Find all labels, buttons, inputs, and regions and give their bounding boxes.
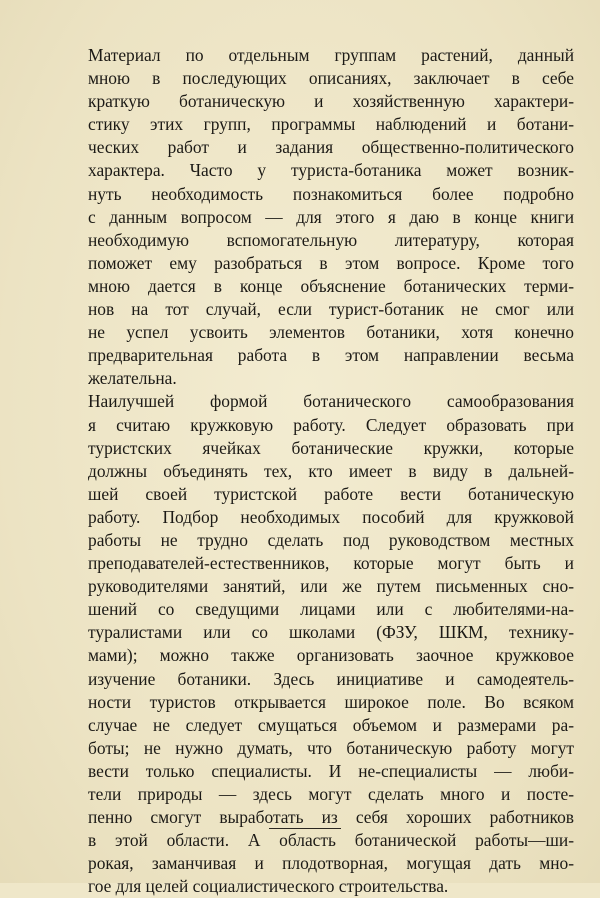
text-line: рокая, заманчивая и плодотворная, могущая дать мно- — [88, 853, 574, 874]
text-line: изучение ботаники. Здесь инициативе и самодеятель- — [88, 668, 574, 689]
text-line: гое для целей социалистического строительства. — [88, 876, 449, 897]
text-line: я считаю кружковую работу. Следует образовать при — [88, 414, 574, 435]
text-line: в этой области. А область ботанической работы—ши- — [88, 830, 574, 851]
body-text — [88, 44, 574, 898]
text-line: мною дается в конце объяснение ботанических терми- — [88, 275, 574, 296]
text-line: преподавателей-естественников, которые могут быть и — [88, 553, 574, 574]
text-line: шений со сведущими лицами или с любителями-на- — [88, 599, 574, 620]
text-line: пенно смогут выработать из себя хороших работников — [88, 807, 574, 828]
text-line: вести только специалисты. И не-специалисты — люби- — [88, 760, 574, 781]
text-line: тели природы — здесь могут сделать много и посте- — [88, 784, 574, 804]
text-line: должны объединять тех, кто имеет в виду в дальней- — [88, 460, 574, 481]
text-line: нуть необходимость познакомиться более подробно — [88, 183, 574, 204]
text-line: с данным вопросом — для этого я даю в конце книги — [88, 206, 574, 227]
text-line: мною в последующих описаниях, заключает в себе — [88, 68, 574, 89]
text-line: необходимую вспомогательную литературу, которая — [88, 229, 574, 250]
text-line: краткую ботаническую и хозяйственную характери- — [88, 91, 574, 112]
text-line: шей своей туристской работе вести ботаническую — [88, 483, 574, 504]
text-line: характера. Часто у туриста-ботаника может возник- — [88, 160, 574, 181]
text-line: поможет ему разобраться в этом вопросе. Кроме того — [88, 252, 574, 273]
text-line: нов на тот случай, если турист-ботаник не смог или — [88, 299, 574, 320]
text-line: не успел усвоить элементов ботаники, хотя конечно — [88, 322, 574, 343]
end-rule — [269, 828, 341, 829]
text-line: руководителями занятий, или же путем письменных сно- — [88, 576, 574, 597]
text-line: ческих работ и задания общественно-политического — [88, 137, 574, 158]
text-line: случае не следует смущаться объемом и размерами ра- — [88, 714, 574, 735]
text-line: работу. Подбор необходимых пособий для кружковой — [88, 506, 574, 527]
text-line: туристских ячейках ботанические кружки, которые — [88, 437, 574, 458]
text-line: мами); можно также организовать заочное кружковое — [88, 645, 574, 666]
paragraph-2 — [88, 390, 574, 898]
text-line: ности туристов открывается широкое поле. Во всяком — [88, 691, 574, 712]
text-line: работы не трудно сделать под руководством местных — [88, 529, 574, 550]
text-line: стику этих групп, программы наблюдений и ботани- — [88, 114, 574, 135]
text-line: Наилучшей формой ботанического самообразования — [88, 391, 574, 412]
text-line: туралистами или со школами (ФЗУ, ШКМ, технику- — [88, 622, 574, 643]
text-line: предварительная работа в этом направлении весьма — [88, 345, 574, 366]
paragraph-1 — [88, 44, 574, 390]
text-line: боты; не нужно думать, что ботаническую работу могут — [88, 737, 574, 758]
text-line: Материал по отдельным группам растений, данный — [88, 45, 574, 65]
text-line: желательна. — [88, 368, 177, 389]
